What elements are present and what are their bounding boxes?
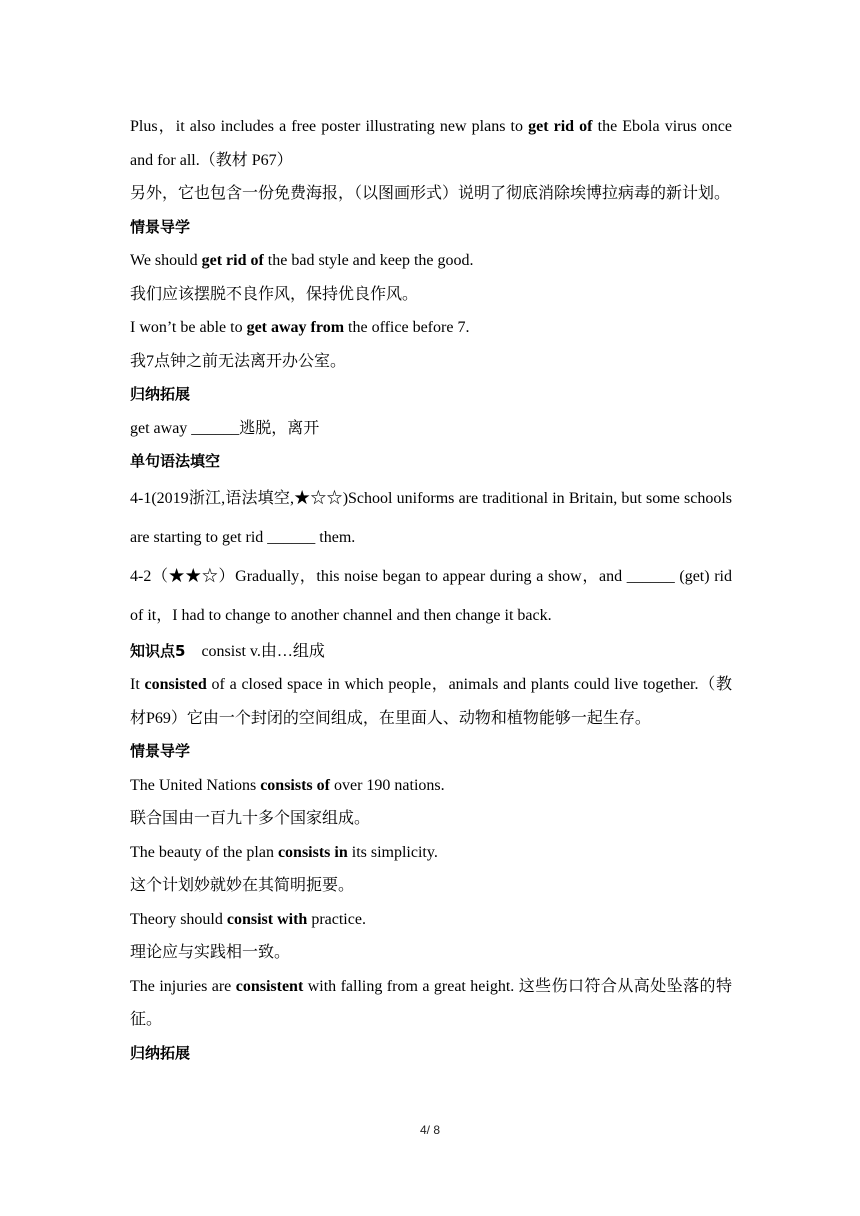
text: over 190 nations. <box>329 776 445 794</box>
page-number: 4/ 8 <box>419 1123 440 1137</box>
text: Theory should <box>130 910 227 928</box>
translation: 理论应与实践相一致。 <box>130 944 291 961</box>
key-phrase: consists in <box>277 843 348 861</box>
text: its simplicity. <box>347 843 438 861</box>
text: Plus，it also includes a free poster illustrating new plans to <box>130 118 529 135</box>
text: The United Nations <box>130 776 261 794</box>
expansion-item: get away ______逃脱，离开 <box>130 419 320 437</box>
key-phrase: get rid of <box>528 118 593 135</box>
translation-ebola: 另外，它也包含一份免费海报，（以图画形式）说明了彻底消除埃博拉病毒的新计划。 <box>130 185 731 202</box>
example-paragraph-consist <box>130 668 732 735</box>
translation: 这个计划妙就妙在其简明扼要。 <box>130 877 355 894</box>
key-phrase: consistent <box>235 977 304 995</box>
text: of a closed space in which people，animals and plants could live together.（教材P69）它由一个封闭的空间组成，在里面人、动物和植物能够一起生存。 <box>130 676 732 727</box>
exercise-4-1: 4-1(2019浙江,语法填空,★☆☆)School uniforms are traditional in Britain, but some schools are starting to get rid ______ them. <box>130 489 732 546</box>
example-sentence <box>130 903 732 937</box>
translation: 我7点钟之前无法离开办公室。 <box>130 352 347 370</box>
example-sentence <box>130 244 732 278</box>
knowledge-point-heading <box>130 635 732 669</box>
key-phrase: get rid of <box>201 252 264 269</box>
text: The injuries are <box>130 977 236 995</box>
section-heading: 归纳拓展 <box>130 385 191 403</box>
example-sentence <box>130 836 732 870</box>
key-phrase: get away from <box>246 319 345 336</box>
translation: 联合国由一百九十多个国家组成。 <box>130 810 371 827</box>
text: the bad style and keep the good. <box>263 252 474 269</box>
text: the office before 7. <box>344 319 470 336</box>
text: I won’t be able to <box>130 319 247 336</box>
page-content <box>130 110 732 1070</box>
text: It <box>130 676 145 693</box>
section-heading: 归纳拓展 <box>130 1043 191 1062</box>
key-phrase: consisted <box>144 676 207 693</box>
example-sentence <box>130 769 732 803</box>
text: practice. <box>307 910 366 928</box>
knowledge-point-label: 知识点5 <box>130 641 186 660</box>
knowledge-point-text: consist v.由…组成 <box>201 642 325 660</box>
text: We should <box>130 252 202 269</box>
text: the Ebola virus once and for all.（教材 P67） <box>130 118 733 169</box>
example-sentence <box>130 311 732 345</box>
translation: 我们应该摆脱不良作风，保持优良作风。 <box>130 285 419 303</box>
example-paragraph-ebola <box>130 110 732 177</box>
section-heading: 情景导学 <box>130 742 191 760</box>
exercise-4-2: 4-2（★★☆）Gradually，this noise began to appear during a show，and ______ (get) rid of it，I had to change to another channel and then change it back. <box>130 567 732 624</box>
key-phrase: consist with <box>226 910 308 928</box>
example-sentence <box>130 970 732 1037</box>
key-phrase: consists of <box>260 776 330 794</box>
text: The beauty of the plan <box>130 843 278 861</box>
section-heading: 单句语法填空 <box>130 452 221 470</box>
text: with falling from a great height. 这些伤口符合从高处坠落的特征。 <box>130 977 732 1028</box>
section-heading: 情景导学 <box>130 217 191 236</box>
